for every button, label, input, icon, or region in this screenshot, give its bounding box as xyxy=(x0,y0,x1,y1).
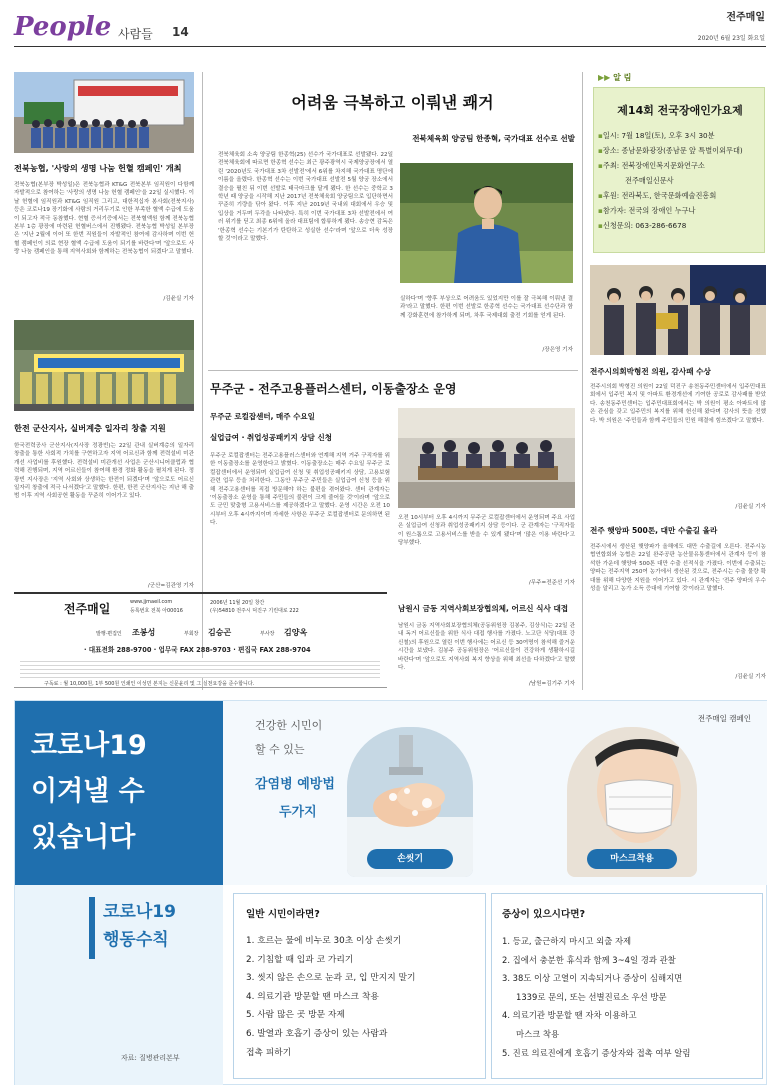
feature-subhead: 전북체육회 양궁팀 한종혁, 국가대표 선수로 선발 xyxy=(412,134,575,143)
handwash-label: 손씻기 xyxy=(367,849,453,869)
feature-body-left: 전북체육회 소속 양궁팀 한종혁(25) 선수가 국가대표로 선발됐다. 22일 전북체육회에 따르면 한종혁 선수는 최근 광주광역시 국제양궁장에서 열린 '2020년도 국가대표 3차 선발전'에서 6위를 차지해 국가대표 명단에 이름을 올렸다. 한종혁 선수는 이번 국가대표 선발전 5월 양궁 장소에서 결승을 펼친 뒤 이번 선발로 태극마크를 달게 됐다. 한 선수는 중학교 3학년 때 양궁을 시작해 지난 2017년 전북체육회 양궁팀으로 입단하면서 꾸준히 기량을 닦아 왔다. 이후 지난 2019년 국내외 대회에서 우승 및 입상을 거두며 두각을 나타냈다. 특히 이번 국가대표 3차 선발전에서 여러 위기를 딛고 최종 6위에 올라 대표팀에 합류하게 됐다. 송승현 감독은 '한종혁 선수는 기본기가 탄탄하고 성실한 선수'라며 '앞으로 더욱 성장할 것'이라고 말했다. xyxy=(218,152,393,243)
symptom-rules-box xyxy=(491,893,763,1079)
notice-item: ▪신청문의: 063-286-6678 xyxy=(598,221,687,230)
ad-rules-bar xyxy=(89,897,95,959)
feature-photo-athlete xyxy=(400,163,573,283)
header-rule xyxy=(14,46,766,47)
article2-headline: 무주군 - 전주고용플러스센터, 이동출장소 운영 xyxy=(210,382,457,396)
ad-title-line1: 코로나19 xyxy=(31,730,147,761)
handwash-illustration xyxy=(347,727,473,877)
article1-byline: /김윤실 기자 xyxy=(163,296,194,302)
citizen-rules-list xyxy=(246,932,482,1062)
feature-body-right: 실하다'며 '향후 부상으로 어려움도 있었지만 이를 잘 극복해 이뤄낸 결과'라고 말했다. 한편 이번 선발로 한종혁 선수는 국가대표 선수단과 함께 강화훈련에 참가하게 되며, 차후 국제대회 출전 기회를 얻게 된다. xyxy=(400,296,573,319)
ad-msg2: 할 수 있는 xyxy=(255,743,305,756)
masthead-date-info: 2006년 11월 20일 창간 xyxy=(210,600,265,606)
article2-photo-meeting xyxy=(398,408,575,508)
citizen-rule-item: 3. 씻지 않은 손으로 눈과 코, 입 만지지 말기 xyxy=(246,973,416,984)
masthead-editor: 김양옥 xyxy=(284,628,308,637)
notice-arrow-icon: ▶▶ xyxy=(598,73,614,82)
symptom-rules-title: 증상이 있으시다면? xyxy=(502,909,586,920)
feature-headline: 어려움 극복하고 이뤄낸 쾌거 xyxy=(291,93,494,112)
paper-name: 전주매일 xyxy=(726,12,765,23)
ad-msg3: 감염병 예방법 xyxy=(255,777,335,792)
symptom-rule-item: 2. 집에서 충분한 휴식과 함께 3~4일 경과 관찰 xyxy=(502,954,676,965)
notice-title: 제14회 전국장애인가요제 xyxy=(617,104,743,117)
masthead-phones: · 대표전화 288-9700 · 업무국 FAX 288-9703 · 편집국 FAX 288-9704 xyxy=(84,646,311,654)
article5-headline: 전주 햇앙파 500톤, 대만 수출길 올라 xyxy=(590,526,718,535)
masthead-url: www.jjmaeil.com xyxy=(130,599,173,605)
ad-rules-panel xyxy=(15,885,223,1085)
section-divider xyxy=(208,370,578,371)
article4-byline: /김윤실 기자 xyxy=(735,504,766,510)
mask-label: 마스크착용 xyxy=(587,849,677,869)
ad-rules-title2: 행동수칙 xyxy=(103,930,169,950)
article1b-byline: /군산=김관영 기자 xyxy=(147,583,194,589)
ad-source: 자료: 질병관리본부 xyxy=(121,1054,180,1062)
article2-byline: /무주=전준선 기자 xyxy=(528,580,575,586)
symptom-rule-item: 1339로 문의, 또는 선별진료소 우선 방문 xyxy=(516,991,667,1002)
article5-body: 전주시에서 생산된 햇양파가 올해에도 대만 수출길에 오른다. 전주시농협연합회와 농협은 22일 완주공판 농산물유통센터에서 관계자 등이 참석한 가운데 햇양파 500톤 대만 수출 선적식을 가졌다. 이번에 수출되는 양파는 전주지역 250여 농가에서 생산된 것으로, 전주시는 수출 물량 확대를 위해 다양한 지원을 이어가고 있다. 시 관계자는 '전주 양파의 우수성을 알리고 농가 소득 증대에 기여할 것'이라고 말했다. xyxy=(590,544,766,593)
masthead-ed-label: 부사장 xyxy=(260,631,275,637)
notice-label: ▶▶ 알 림 xyxy=(598,73,632,82)
article3-body: 남원시 금동 지역사회보장협의체(공동위원장 김봉주, 김상식)는 22일 관내 독거 어르신들을 위한 식사 대접 행사를 가졌다. 노고단 식당(대표 강신철)의 후원으로 열린 이번 행사에는 어르신 등 30여명이 참석해 즐거운 시간을 보냈다. 김봉주 공동위원장은 '어르신들이 건강하게 생활하시길 바란다'며 '앞으로도 지역사회 복지 향상을 위해 최선을 다하겠다'고 말했다. xyxy=(398,623,575,672)
masthead-directory xyxy=(20,658,380,678)
section-title: People xyxy=(14,12,112,42)
citizen-rule-item: 접촉 피하기 xyxy=(246,1047,292,1058)
masthead-reg: 등록번호 전북 아00016 xyxy=(130,608,183,614)
notice-item: ▪후원: 전라북도, 한국문화예술진흥회 xyxy=(598,191,717,200)
covid-ad xyxy=(14,700,767,1085)
citizen-rule-item: 4. 의료기관 방문할 땐 마스크 착용 xyxy=(246,991,379,1002)
masthead-vp-label: 부회장 xyxy=(184,631,199,637)
symptom-rule-item: 마스크 착용 xyxy=(516,1028,560,1039)
article3-byline: /남원=김기주 기자 xyxy=(528,681,575,687)
article2-sub2: 실업급여 · 취업성공패키지 상담 신청 xyxy=(210,433,332,442)
symptom-rule-item: 1. 등교, 출근하지 마시고 외출 자제 xyxy=(502,936,632,946)
masthead-name: 전주매일 xyxy=(64,602,111,616)
notice-item: ▪참가자: 전국의 장애인 누구나 xyxy=(598,206,696,215)
symptom-rule-item: 3. 38도 이상 고열이 지속되거나 증상이 심해지면 xyxy=(502,973,683,984)
masthead-vp: 김승곤 xyxy=(208,628,232,637)
article1-body: 전북농협(본부장 박성일)은 전북농협과 KT&G 전북본부 임직원이 다함께 자발적으로 참여하는 '사랑의 생명 나눔 헌혈 캠페인'을 22일 실시했다. 이날 헌혈에 임직원과 KT&G 임직원 그리고, 대한적십자 봉사회(전북지사) 등은 코로나19 장기화에 사람의 거리두기로 인한 부족한 혈액 수급에 도움이 되고자 적극 동참했다. 현혈 증서기증에서는 전북혈액원 함께 전북농협본부 1층 광장에 마련된 헌혈버스에서 진행됐다. 전북농협 박성일 본부장은 '지난 2월에 이어 또 한번 직원들이 자발적인 참여에 감사하며 이번 헌혈 캠페인이 의료 현장 혈액 수급에 도움이 되기를 바란다'며 '앞으로도 사랑 나눔 캠페인을 통해 지역사회와 함께하는 전북농협이 되겠다'고 말했다. xyxy=(14,182,194,256)
article1-headline: 전북농협, '사랑의 생명 나눔 헌혈 캠페인' 개최 xyxy=(14,163,182,173)
notice-item: 전주매일신문사 xyxy=(625,176,674,185)
symptom-rule-item: 4. 의료기관 방문할 땐 자차 이용하고 xyxy=(502,1010,637,1021)
ad-msg4: 두가지 xyxy=(279,805,317,820)
article1b-headline: 한전 군산지사, 실버계층 일자리 창출 지원 xyxy=(14,423,166,433)
masthead-footer: 구독료 : 월 10,000원, 1부 500원 인쇄인 이성민 본지는 신문윤리 및 그 실천요강을 준수합니다. xyxy=(44,681,255,687)
ad-illustration-area xyxy=(223,701,767,885)
article4-headline: 전주시의회박형전 의원, 감사패 수상 xyxy=(590,367,711,376)
feature-byline: /장은영 기자 xyxy=(542,347,573,353)
article-photo-blood-drive xyxy=(14,72,194,153)
mask-illustration xyxy=(567,727,697,877)
article3-headline: 남원시 금동 지역사회보장협의체, 어르신 식사 대접 xyxy=(398,604,569,613)
citizen-rule-item: 1. 흐르는 물에 비누로 30초 이상 손씻기 xyxy=(246,936,402,946)
section-subtitle: 사람들 xyxy=(118,27,153,41)
article5-byline: /김윤실 기자 xyxy=(735,674,766,680)
notice-items xyxy=(598,128,764,233)
article2-sub1: 무주군 로컬잡센터, 매주 수요일 xyxy=(210,412,315,421)
notice-item: ▪일시: 7월 18일(토), 오후 3시 30분 xyxy=(598,131,715,140)
article2-body-left: 무주군 로컬잡센터는 전주고용플러스센터와 연계해 지역 거주 구직자를 위한 이동출장소를 운영한다고 밝혔다. 이동출장소는 매주 수요일 무주군 로컬잡센터에서 운영되며 실업급여 신청 및 취업성공패키지 상담, 고용보험 관련 업무 등을 처리한다. 그동안 무주군 주민들은 실업급여 신청 등을 위해 전주고용센터를 직접 방문해야 하는 불편을 겪어왔다. 센터 관계자는 '이동출장소 운영을 통해 주민들의 불편이 크게 줄어들 것'이라며 '앞으로도 군민 맞춤형 고용서비스를 제공하겠다'고 말했다. 운영 시간은 오전 10시부터 오후 4시까지이며 자세한 사항은 무주군 로컬잡센터로 문의하면 된다. xyxy=(210,453,390,527)
symptom-rule-item: 5. 진료 의료진에게 호흡기 증상자와 접촉 여부 알림 xyxy=(502,1047,691,1058)
citizen-rule-item: 5. 사람 많은 곳 방문 자제 xyxy=(246,1010,345,1021)
ad-title-line2: 이겨낼 수 xyxy=(31,776,145,807)
notice-item: ▪주최: 전북장애인복지문화연구소 xyxy=(598,161,705,170)
masthead-publisher: 조봉성 xyxy=(132,628,156,637)
citizen-rules-title: 일반 시민이라면? xyxy=(246,909,320,920)
issue-date: 2020년 6월 23일 화요일 xyxy=(697,35,765,42)
article4-photo-award xyxy=(590,265,766,355)
citizen-rules-box xyxy=(233,893,486,1079)
notice-item: ▪장소: 종남문화광장(종남문 앞 특별이외무대) xyxy=(598,146,743,155)
ad-campaign: 전주매일 캠페인 xyxy=(697,714,751,723)
masthead-address: (우)54810 전주시 덕진구 기린대로 222 xyxy=(210,608,299,614)
ad-title-line3: 있습니다 xyxy=(31,822,136,853)
masthead-box xyxy=(14,592,387,688)
column-divider xyxy=(582,72,583,690)
citizen-rule-item: 2. 기침할 때 입과 코 가리기 xyxy=(246,954,354,965)
article-photo-job-rally xyxy=(14,320,194,411)
ad-rules-title1: 코로나19 xyxy=(103,902,176,922)
article4-body: 전주시의회 박형진 의원이 22일 덕진구 송천동주민센터에서 입주민대표회에서 입주민 복지 및 아파트 환경개선에 기여한 공로로 감사패를 받았다. 송천동주민센터는 입주민대표회에서는 박 의원이 평소 아파트에 많은 관심을 갖고 입주민의 복지를 위해 헌신해 왔다며 감사의 뜻을 전했다. 박 의원은 '주민들과 함께 주민들의 민원 해결에 힘쓰겠다'고 말했다. xyxy=(590,384,766,424)
masthead-publisher-label: 발행·편집인 xyxy=(96,631,122,637)
citizen-rule-item: 6. 발열과 호흡기 증상이 있는 사람과 xyxy=(246,1028,388,1039)
article1b-body: 한국전력공사 군산지사(지사장 정광빈)는 22일 관내 실버계층의 일자리 창출을 통한 사회적 가치를 구현하고자 지역 어르신과 함께 전력설비 미관개선 사업비를 후원했다. 전력설비 미관개선 사업은 군산시니어클럽과 협력해 진행되며, 지역 어르신들이 참여해 환경 정화 활동을 펼치게 된다. 정광빈 지사장은 '지역 사회와 상생하는 한전이 되겠다'며 '앞으로도 어르신 일자리 창출에 적극 나서겠다'고 말했다. 한편, 한전 군산지사는 지난 해 출범 이후 지역 사회공헌 활동을 꾸준히 이어가고 있다. xyxy=(14,443,194,500)
symptom-rules-list xyxy=(502,932,760,1062)
page-number: 14 xyxy=(172,25,189,39)
article2-body-right: 오전 10시부터 오후 4시까지 무주군 로컬잡센터에서 운영되며 주요 사업은 실업급여 신청과 취업성공패키지 상담 등이다. 군 관계자는 '구직자들이 원스톱으로 고용서비스를 받을 수 있게 됐다'며 '많은 이용 바란다'고 당부했다. xyxy=(398,515,575,547)
ad-title-panel xyxy=(15,701,223,1085)
ad-msg1: 건강한 시민이 xyxy=(255,719,323,732)
